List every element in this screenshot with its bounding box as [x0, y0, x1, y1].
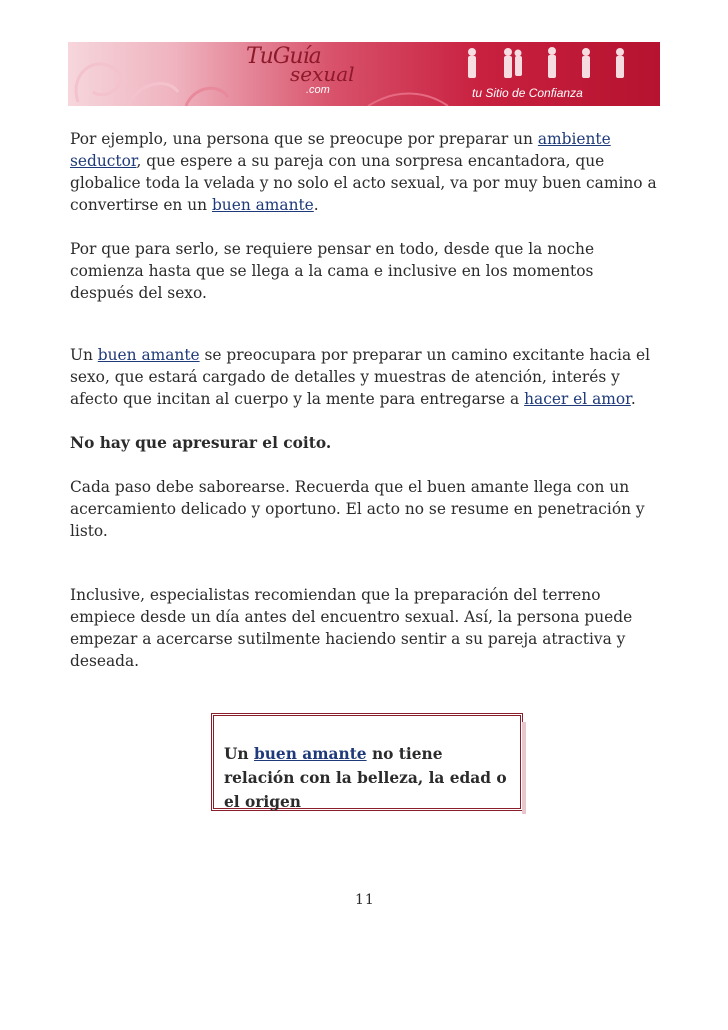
link-buen-amante[interactable]: buen amante [211, 196, 314, 214]
paragraph-3: Un buen amante se preocupara por preparar un camino excitante hacia el sexo, que estará cargado de detalles y muestras de atención, interés y afecto que incitan al cuerpo y la mente para entregarse a hacer el amor. [70, 346, 651, 408]
paragraph-2: Por que para serlo, se requiere pensar en todo, desde que la noche comienza hasta que se llega a la cama e inclusive en los momentos después del sexo. [70, 240, 595, 302]
callout-text: Un buen amante no tiene relación con la belleza, la edad o el origen [224, 745, 507, 811]
link-ambiente-seductor[interactable]: ambiente seductor [70, 130, 611, 170]
callout-box [211, 713, 523, 811]
header-banner [68, 42, 660, 106]
logo-com: .com [306, 84, 330, 96]
people-silhouettes-icon [460, 44, 630, 84]
page-number: 11 [355, 892, 375, 908]
link-buen-amante-2[interactable]: buen amante [97, 346, 200, 364]
paragraph-1: Por ejemplo, una persona que se preocupe por preparar un ambiente seductor, que espere a su pareja con una sorpresa encantadora, que globalice toda la velada y no solo el acto sexual, va por muy buen camino a convertirse en un buen amante. [70, 130, 657, 214]
site-logo[interactable] [238, 44, 378, 102]
paragraph-5: Inclusive, especialistas recomiendan que la preparación del terreno empiece desde un día antes del encuentro sexual. Así, la persona puede empezar a acercarse sutilmente haciendo sentir a su pareja atractiva y deseada. [70, 586, 633, 670]
tagline: tu Sitio de Confianza [472, 86, 583, 100]
logo-sexual: sexual [290, 62, 355, 86]
section-heading: No hay que apresurar el coito. [70, 434, 332, 452]
callout-shadow [522, 722, 526, 814]
link-hacer-el-amor[interactable]: hacer el amor [524, 390, 631, 408]
logo-tu-guia: TuGuía [246, 44, 321, 69]
paragraph-4: Cada paso debe saborearse. Recuerda que el buen amante llega con un acercamiento delicado y oportuno. El acto no se resume en penetración y listo. [70, 478, 645, 540]
link-buen-amante-callout[interactable]: buen amante [253, 745, 367, 763]
